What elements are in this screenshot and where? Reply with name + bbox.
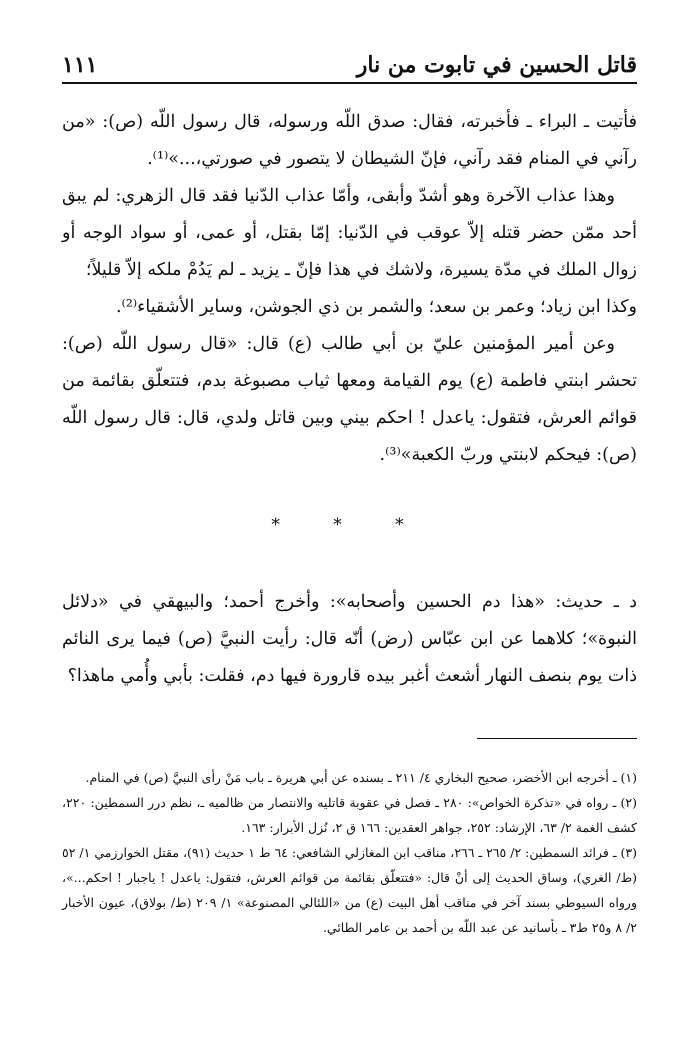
paragraph: وعن أمير المؤمنين عليّ بن أبي طالب (ع) قال: «قال رسول اللّه (ص): تحشر ابنتي فاطمة (ع) يوم القيامة ومعها ثياب مصبوغة بدم، فتتعلّق بقائمة من قوائم العرش، فتقول: ياعدل ! احكم بيني وبين قاتل ولدي، قال: قال رسول اللّه (ص): فيحكم لابنتي وربّ الكعبة»⁽³⁾. xyxy=(62,334,637,465)
header-rule xyxy=(62,82,637,84)
footnote: (٢) ـ رواه في «تذكرة الخواص»: ٢٨٠ ـ فصل في عقوبة قاتليه والانتصار من ظالميه ـ، نظم درر السمطين: ٢٢٠، كشف الغمة ٢/ ٦٣، الإرشاد: ٢٥٢، جواهر العقدين: ١٦٦ ق ٢، نُزل الأبرار: ١٦٣. xyxy=(62,795,637,835)
running-title: قاتل الحسين في تابوت من نار xyxy=(356,52,637,78)
paragraph: د ـ حديث: «هذا دم الحسين وأصحابه»: وأخرج أحمد؛ والبيهقي في «دلائل النبوة»؛ كلاهما عن ابن عبّاس (رض) أنّه قال: رأيت النبيَّ (ص) فيما يرى النائم ذات يوم بنصف النهار أشعث أغبر بيده قارورة فيها دم، فقلت: بأبي وأُمي ماهذا؟ xyxy=(62,592,637,686)
paragraph: وكذا ابن زياد؛ وعمر بن سعد؛ والشمر بن ذي الجوشن، وساير الأشقياء⁽²⁾. xyxy=(115,297,637,317)
paragraph: فأتيت ـ البراء ـ فأخبرته، فقال: صدق اللّه ورسوله، قال رسول اللّه (ص): «من رآني في المنام فقد رآني، فإنّ الشيطان لا يتصور في صورتي،...»⁽¹⁾. xyxy=(62,112,637,169)
main-text-continued xyxy=(62,584,637,695)
main-text xyxy=(62,104,637,474)
page-number: ١١١ xyxy=(62,52,98,78)
section-separator: * * * xyxy=(271,515,428,535)
footnote: (١) ـ أخرجه ابن الأخضر، صحيح البخاري ٤/ ٢١١ ـ بسنده عن أبي هريرة ـ باب مَنْ رأى النبيَّ (ص) في المنام. xyxy=(85,770,637,785)
footnote-rule xyxy=(477,738,637,739)
running-header xyxy=(62,48,637,84)
footnotes xyxy=(62,765,637,940)
footnote: (٣) ـ فرائد السمطين: ٢/ ٢٦٥ ـ ٢٦٦، مناقب ابن المغازلي الشافعي: ٦٤ ط ١ حديث (٩١)، مقتل الخوارزمي ١/ ٥٢ (ط/ الغري)، وساق الحديث إلى أنْ قال: «فتتعلّق بقائمة من قوائم العرش، فتقول: ياعدل ! ياجبار ! احكم...»، ورواه السيوطي بسند آخر في مناقب أهل البيت (ع) من «اللئالي المصنوعة» ١/ ٢٠٩ (ط/ بولاق)، عيون الأخبار ٢/ ٨ و٢٥ ط٣ ـ بأسانيد عن عبد اللّه بن أحمد بن عامر الطائي. xyxy=(62,845,638,935)
paragraph: وهذا عذاب الآخرة وهو أشدّ وأبقى، وأمّا عذاب الدّنيا فقد قال الزهري: لم يبق أحد ممّن حضر قتله إلاّ عوقب في الدّنيا: إمّا بقتل، أو عمى، أو سواد الوجه أو زوال الملك في مدّة يسيرة، ولاشك في هذا فإنّ ـ يزيد ـ لم يَدُمْ ملكه إلاّ قليلاً؛ xyxy=(62,186,637,280)
